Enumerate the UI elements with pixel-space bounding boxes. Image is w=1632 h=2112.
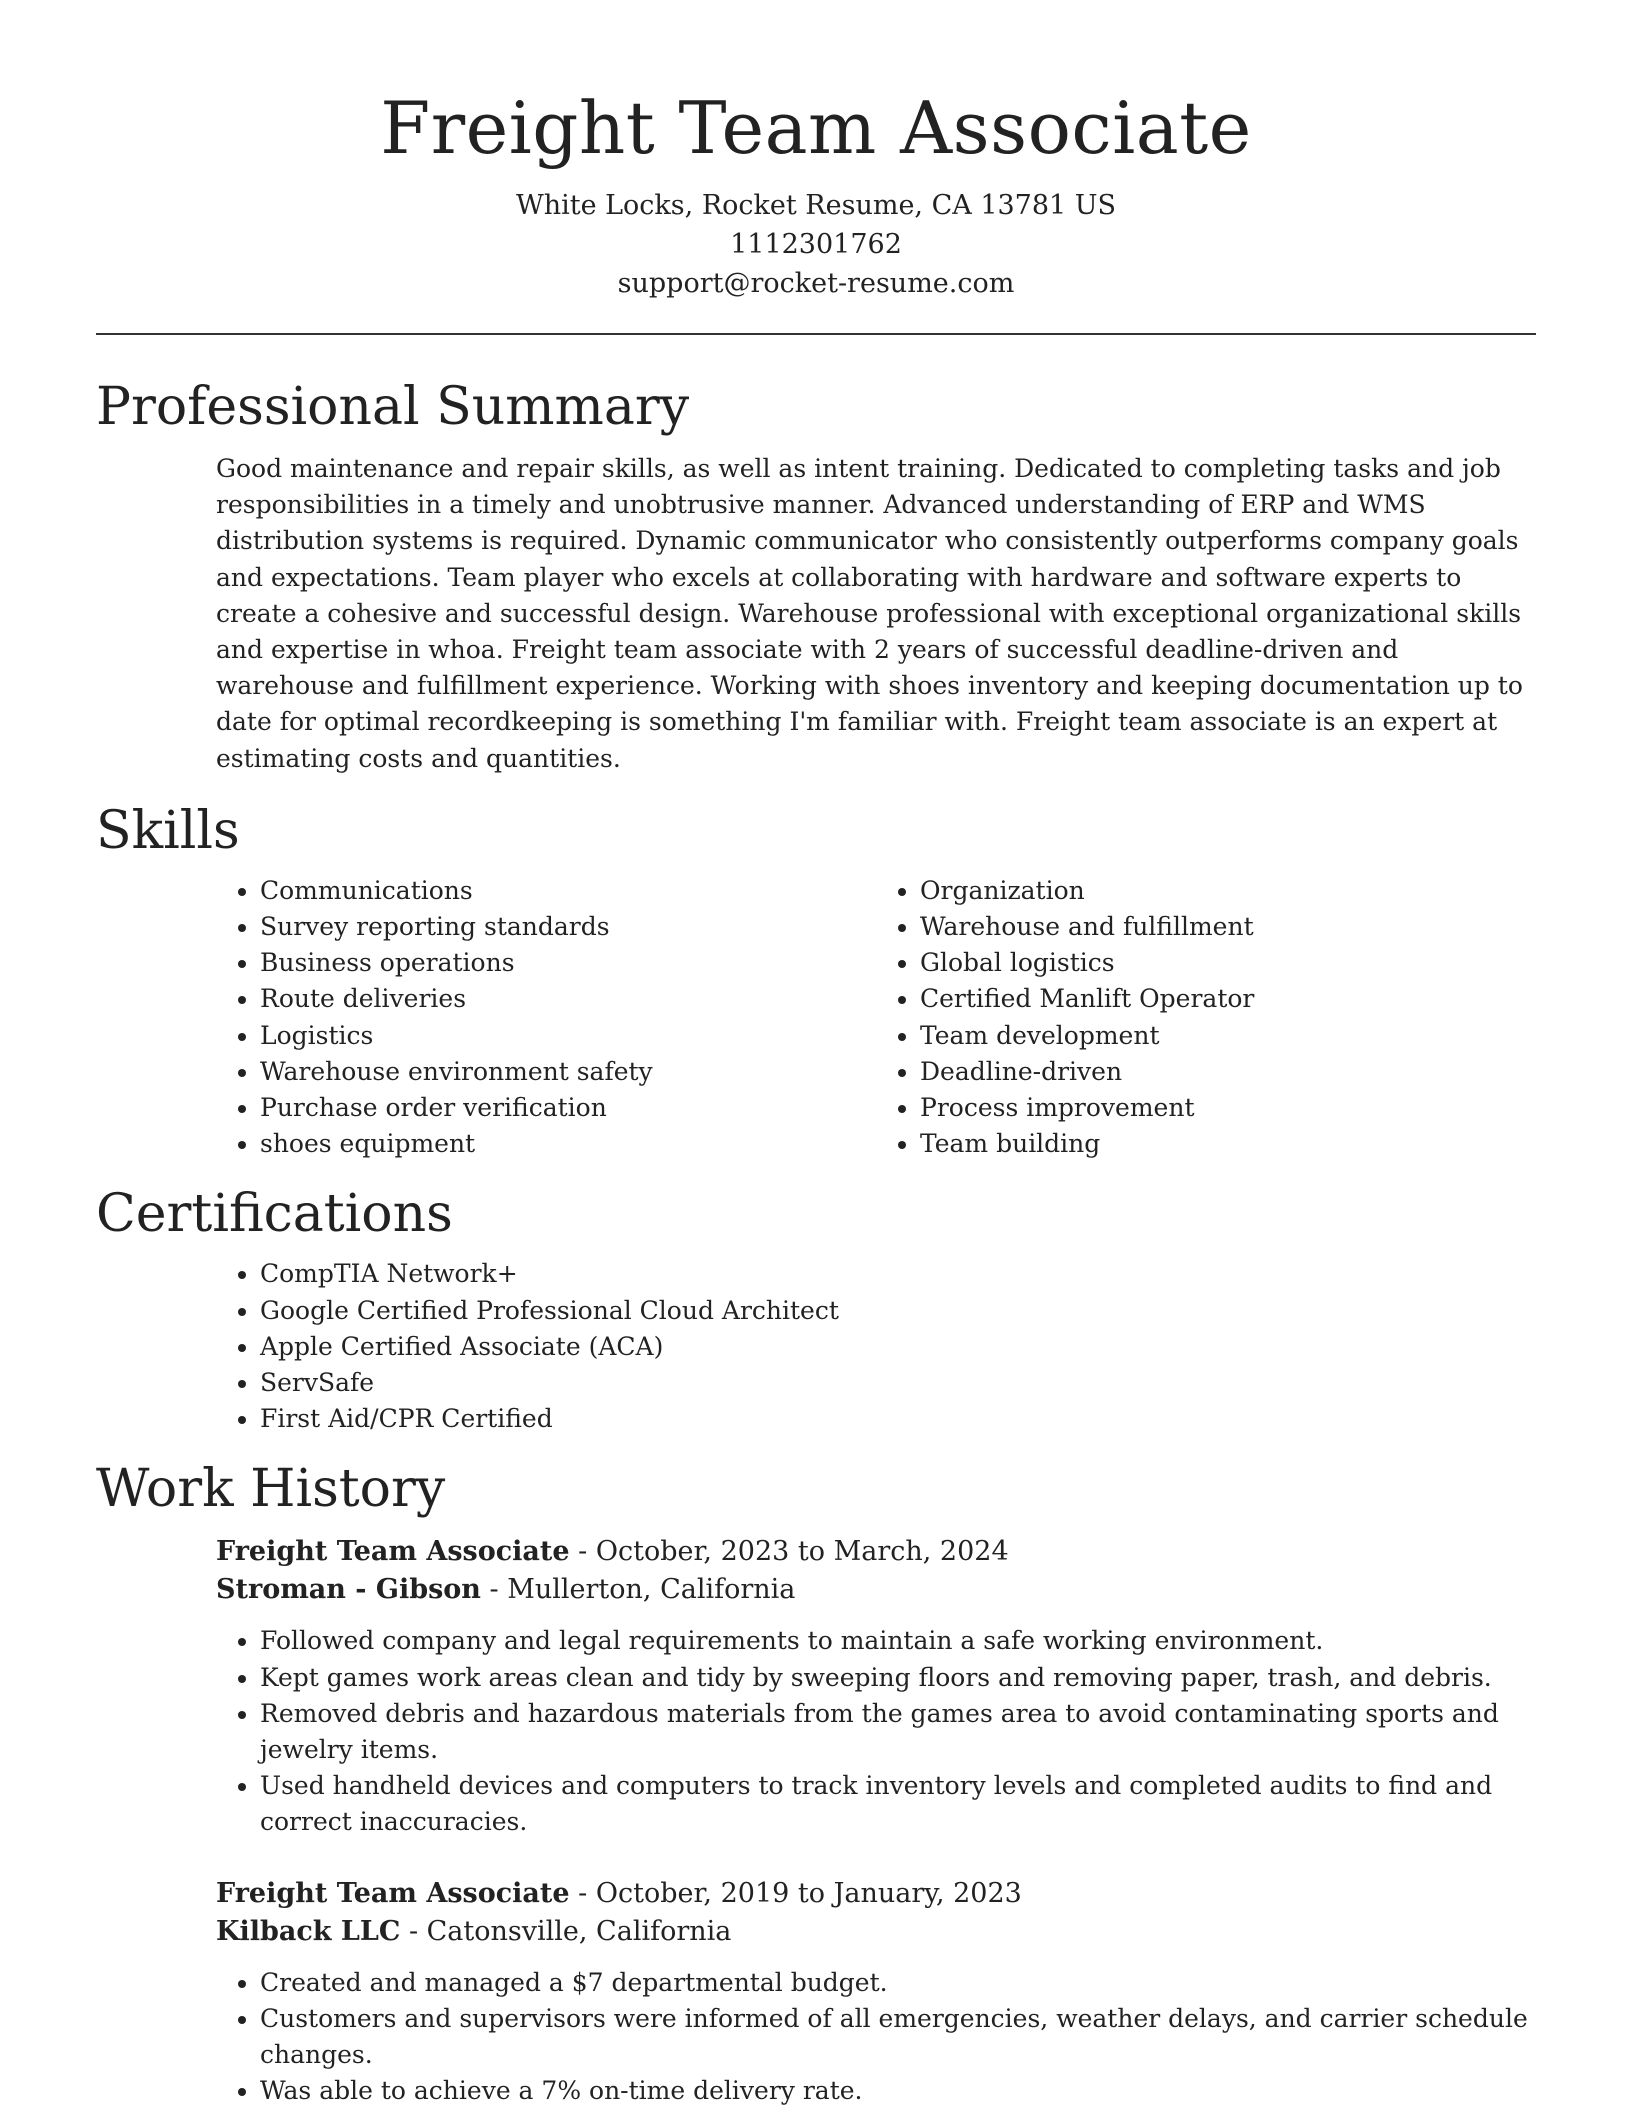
job-company: Stroman - Gibson: [216, 1574, 481, 1606]
skill-item: • Deadline-driven: [920, 1054, 1536, 1090]
section-title-work-history: Work History: [96, 1459, 446, 1520]
skill-item: • Organization: [920, 873, 1536, 909]
section-title-certifications: Certifications: [96, 1184, 453, 1245]
address: White Locks, Rocket Resume, CA 13781 US: [515, 190, 1117, 221]
skill-item: • Route deliveries: [260, 981, 876, 1017]
job-bullets: [216, 1623, 1536, 1840]
skills-column-right: [876, 873, 1536, 1163]
certification-item: • Apple Certified Associate (ACA): [260, 1329, 1536, 1365]
job-bullet: • Created and managed a $7 departmental budget.: [260, 1965, 1536, 2001]
certifications-section: [96, 1182, 1536, 1437]
job-bullet: • Removed debris and hazardous materials from the games area to avoid contaminating sports and jewelry items.: [260, 1696, 1536, 1768]
job-dates: - October, 2023 to March, 2024: [569, 1536, 1009, 1568]
job-bullet: • Customers and supervisors were informed of all emergencies, weather delays, and carrier schedule changes.: [260, 2001, 1536, 2073]
skill-item: • Logistics: [260, 1018, 876, 1054]
skills-column-left: [216, 873, 876, 1163]
job-company: Kilback LLC: [216, 1915, 401, 1947]
summary-section: [96, 375, 1536, 777]
certification-item: • First Aid/CPR Certified: [260, 1401, 1536, 1437]
certification-item: • Google Certified Professional Cloud Architect: [260, 1293, 1536, 1329]
section-title-summary: Professional Summary: [96, 377, 690, 437]
skill-item: • Certified Manlift Operator: [920, 981, 1536, 1017]
job-bullet: • Kept games work areas clean and tidy by sweeping floors and removing paper, trash, and debris.: [260, 1660, 1536, 1696]
job-location: - Mullerton, California: [480, 1574, 796, 1606]
skill-item: • Communications: [260, 873, 876, 909]
job-bullet: • Used handheld devices and computers to track inventory levels and completed audits to find and correct inaccuracies.: [260, 1768, 1536, 1840]
skill-item: • Warehouse environment safety: [260, 1054, 876, 1090]
skill-item: • Global logistics: [920, 945, 1536, 981]
job-location: - Catonsville, California: [400, 1915, 732, 1947]
job-entry: [216, 1875, 1536, 2110]
skills-columns: [216, 873, 1536, 1163]
job-company-line: [216, 1913, 1536, 1951]
skill-item: • Purchase order verification: [260, 1090, 876, 1126]
skill-item: • Warehouse and fulfillment: [920, 909, 1536, 945]
skills-section: [96, 799, 1536, 1163]
email: support@rocket-resume.com: [617, 268, 1015, 299]
job-role: Freight Team Associate: [216, 1536, 570, 1568]
resume-header: [0, 0, 1632, 303]
work-history-section: [96, 1457, 1536, 2109]
job-company-line: [216, 1571, 1536, 1609]
skill-item: • Survey reporting standards: [260, 909, 876, 945]
header-divider: [96, 333, 1536, 335]
job-role: Freight Team Associate: [216, 1877, 570, 1909]
candidate-name: Freight Team Associate: [380, 86, 1252, 170]
phone: 1112301762: [730, 229, 902, 260]
job-entry: [216, 1533, 1536, 1840]
skill-item: • shoes equipment: [260, 1126, 876, 1162]
contact-info: [0, 186, 1632, 303]
skill-item: • Team development: [920, 1018, 1536, 1054]
certification-item: • ServSafe: [260, 1365, 1536, 1401]
summary-text: Good maintenance and repair skills, as well as intent training. Dedicated to completing tasks and job responsibilities in a timely and unobtrusive manner. Advanced understanding of ERP and WMS distribution systems is required. Dynamic communicator who consistently outperforms company goals and expectations. Team player who excels at collaborating with hardware and software experts to create a cohesive and successful design. Warehouse professional with exceptional organizational skills and expertise in whoa. Freight team associate with 2 years of successful deadline-driven and warehouse and fulfillment experience. Working with shoes inventory and keeping documentation up to date for optimal recordkeeping is something I'm familiar with. Freight team associate is an expert at estimating costs and quantities.: [216, 454, 1523, 773]
job-dates: - October, 2019 to January, 2023: [569, 1877, 1022, 1909]
job-title-line: [216, 1875, 1536, 1913]
section-title-skills: Skills: [96, 800, 240, 861]
certifications-list: [216, 1256, 1536, 1437]
job-bullets: [216, 1965, 1536, 2110]
job-title-line: [216, 1533, 1536, 1571]
job-bullet: • Was able to achieve a 7% on-time delivery rate.: [260, 2073, 1536, 2109]
skill-item: • Team building: [920, 1126, 1536, 1162]
certification-item: • CompTIA Network+: [260, 1256, 1536, 1292]
job-bullet: • Followed company and legal requirements to maintain a safe working environment.: [260, 1623, 1536, 1659]
skill-item: • Process improvement: [920, 1090, 1536, 1126]
skill-item: • Business operations: [260, 945, 876, 981]
